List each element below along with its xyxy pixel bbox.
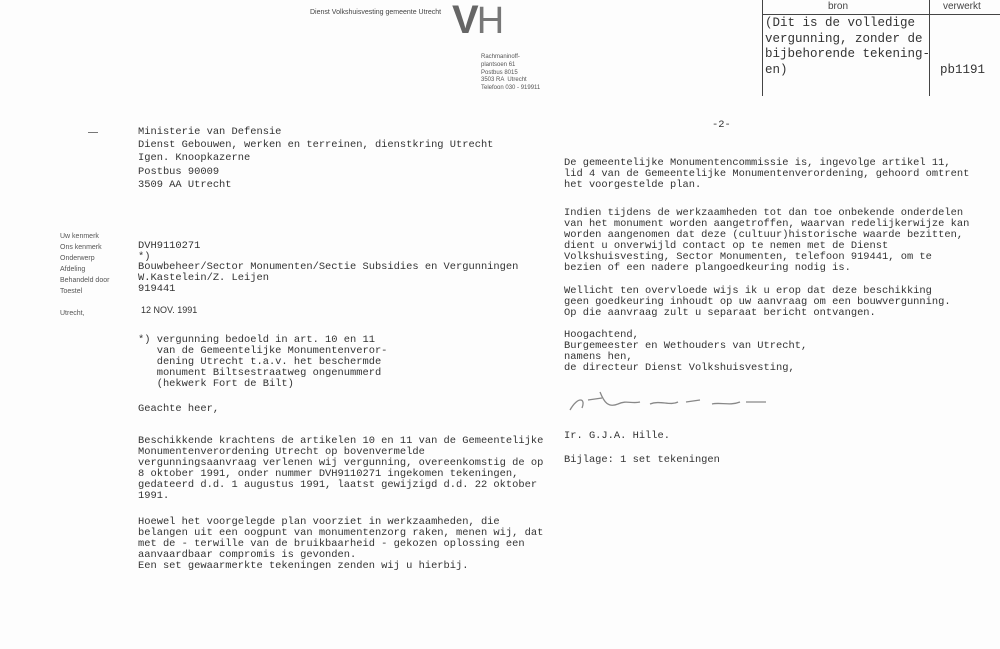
archive-note — [765, 16, 930, 78]
body-paragraph-1 — [138, 436, 543, 502]
text-line: Wellicht ten overvloede wijs ik u erop dat deze beschikking — [564, 285, 932, 297]
footnote-line: (hekwerk Fort de Bilt) — [138, 378, 294, 390]
text-line: De gemeentelijke Monumentencommissie is, ingevolge artikel 11, — [564, 157, 951, 169]
col-verwerkt: verwerkt — [943, 1, 981, 12]
text-line: lid 4 van de Gemeentelijke Monumentenverordening, gehoord omtrent — [564, 168, 970, 180]
text-line: van het monument worden aangetroffen, waarvan redelijkerwijze kan — [564, 218, 970, 230]
signature — [560, 382, 790, 418]
footnote — [138, 335, 387, 390]
label-afdeling: Afdeling — [60, 266, 86, 273]
fold-mark — [88, 132, 98, 133]
text-line: 1991. — [138, 490, 170, 502]
text-line: geen goedkeuring inhoudt op uw aanvraag om een bouwvergunning. — [564, 296, 951, 308]
place-label: Utrecht, — [60, 310, 85, 317]
text-line: bezien of een nadere plangoedkeuring nodig is. — [564, 262, 851, 274]
text-line: worden aangenomen dat deze (cultuur)historische waarde bezitten, — [564, 229, 964, 241]
label-ons-kenmerk: Ons kenmerk — [60, 244, 102, 251]
note-line: vergunning, zonder de — [765, 31, 923, 46]
recipient-line: Postbus 90009 — [138, 165, 220, 178]
signatory: Ir. G.J.A. Hille. — [564, 430, 671, 442]
label-uw-kenmerk: Uw kenmerk — [60, 233, 99, 240]
closing — [564, 330, 807, 374]
text-line: Monumentenverordening Utrecht op bovenvermelde — [138, 446, 425, 458]
label-toestel: Toestel — [60, 288, 83, 295]
ref-value: DVH9110271 — [138, 239, 201, 252]
recipient-line: Ministerie van Defensie — [138, 126, 282, 138]
closing-line: Burgemeester en Wethouders van Utrecht, — [564, 340, 808, 352]
address-line: 3503 RA Utrecht — [481, 77, 527, 84]
ref-value: Bouwbeheer/Sector Monumenten/Sectie Subsidies en Vergunningen — [138, 261, 519, 274]
footnote-line: monument Biltsestraatweg ongenummerd — [138, 367, 382, 379]
text-line: Beschikkende krachtens de artikelen 10 en 11 van de Gemeentelijke — [138, 435, 544, 447]
closing-line: de directeur Dienst Volkshuisvesting, — [564, 362, 795, 374]
reference-labels — [60, 231, 109, 297]
closing-line: namens hen, — [564, 351, 633, 363]
address-line: Telefoon 030 - 919911 — [481, 85, 541, 92]
body-paragraph-2 — [138, 517, 543, 572]
note-line: en) — [765, 62, 788, 77]
recipient-address — [138, 126, 493, 192]
text-line: belangen uit een oogpunt van monumentenzorg raken, menen wij, dat — [138, 527, 544, 539]
text-line: Hoewel het voorgelegde plan voorziet in werkzaamheden, die — [138, 516, 500, 528]
reference-values — [138, 230, 518, 295]
address-line: plantsoen 61 — [481, 61, 516, 68]
ref-value: W.Kastelein/Z. Leijen — [138, 272, 269, 285]
text-line: dient u onverwijld contact op te nemen met de Dienst — [564, 240, 889, 252]
date-stamp: 12 NOV. 1991 — [141, 305, 198, 315]
archive-code: pb1191 — [940, 63, 986, 77]
address-line: Postbus 8015 — [481, 69, 518, 76]
text-line: Volkshuisvesting, Sector Monumenten, telefoon 919441, om te — [564, 251, 932, 263]
ref-value: *) — [138, 250, 151, 263]
closing-line: Hoogachtend, — [564, 329, 639, 341]
text-line: het voorgestelde plan. — [564, 179, 702, 191]
text-line: Op die aanvraag zult u separaat bericht ontvangen. — [564, 307, 876, 319]
page-number: -2- — [712, 119, 731, 131]
vh-logo: VH — [452, 0, 503, 42]
ref-value: 919441 — [138, 282, 176, 295]
right-paragraph-1 — [564, 158, 969, 191]
text-line: vergunningsaanvraag verlenen wij vergunning, overeenkomstig de op — [138, 457, 544, 469]
col-bron: bron — [828, 1, 849, 12]
footnote-line: dening Utrecht t.a.v. het beschermde — [138, 356, 382, 368]
letterhead-org: Dienst Volkshuisvesting gemeente Utrecht — [310, 9, 442, 16]
note-line: bijbehorende tekening- — [765, 47, 931, 61]
text-line: 8 oktober 1991, onder nummer DVH9110271 ingekomen tekeningen, — [138, 468, 519, 480]
text-line: aanvaardbaar compromis is gevonden. — [138, 549, 357, 561]
address-line: Rachmaninoff- — [481, 54, 520, 60]
right-paragraph-2 — [564, 208, 969, 274]
recipient-line: 3509 AA Utrecht — [138, 178, 232, 191]
text-line: Indien tijdens de werkzaamheden tot dan toe onbekende onderdelen — [564, 207, 964, 219]
right-paragraph-3 — [564, 286, 951, 319]
recipient-line: Igen. Knoopkazerne — [138, 152, 251, 165]
label-onderwerp: Onderwerp — [60, 255, 95, 262]
salutation: Geachte heer, — [138, 403, 220, 415]
text-line: Een set gewaarmerkte tekeningen zenden wij u hierbij. — [138, 560, 469, 572]
text-line: met de - terwille van de bruikbaarheid - gekozen oplossing een — [138, 538, 525, 550]
letterhead-address — [481, 54, 540, 93]
attachment: Bijlage: 1 set tekeningen — [564, 454, 720, 466]
label-behandeld-door: Behandeld door — [60, 277, 110, 284]
footnote-line: *) vergunning bedoeld in art. 10 en 11 — [138, 334, 375, 346]
recipient-line: Dienst Gebouwen, werken en terreinen, dienstkring Utrecht — [138, 139, 494, 152]
footnote-line: van de Gemeentelijke Monumentenveror- — [138, 345, 388, 357]
text-line: gedateerd d.d. 1 augustus 1991, laatst gewijzigd d.d. 22 oktober — [138, 479, 538, 491]
note-line: (Dit is de volledige — [765, 16, 916, 30]
